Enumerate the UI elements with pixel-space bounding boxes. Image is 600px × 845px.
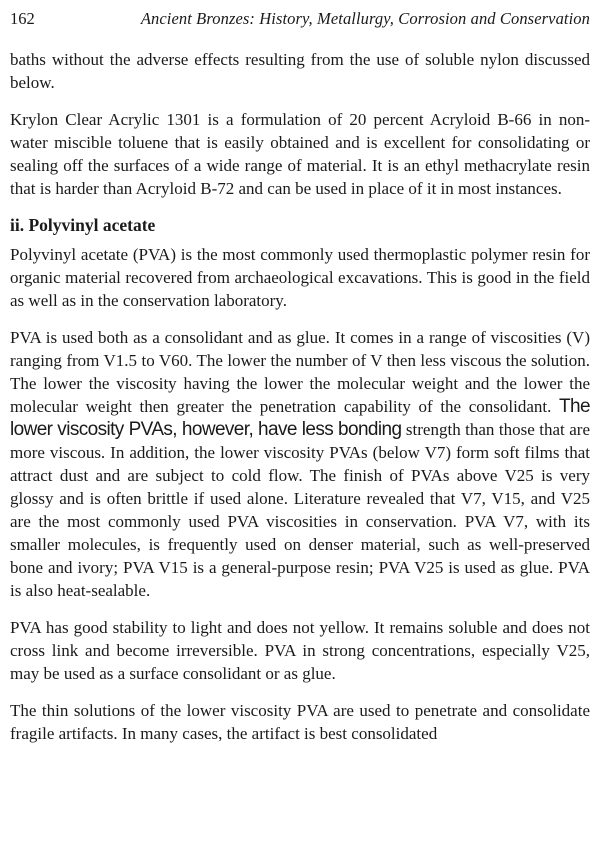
paragraph-4 xyxy=(10,326,590,602)
paragraph-2: Krylon Clear Acrylic 1301 is a formulation of 20 percent Acryloid B-66 in non-water miscible toluene that is easily obtained and is excellent for consolidating or sealing off the surfaces of a wide range of material. It is an ethyl methacrylate resin that is harder than Acryloid B-72 and can be used in place of it in most instances. xyxy=(10,110,590,198)
section-heading: ii. Polyvinyl acetate xyxy=(10,215,156,235)
page-number: 162 xyxy=(10,9,35,28)
paragraph-5: PVA has good stability to light and does not yellow. It remains soluble and does not cross link and become irreversible. PVA in strong concentrations, especially V25, may be used as a surface consolidant or as glue. xyxy=(10,618,590,683)
paragraph-4-condensed-sentence: The lower viscosity PVAs, however, have less bonding xyxy=(10,396,590,440)
paragraph-6: The thin solutions of the lower viscosity PVA are used to penetrate and consolidate fragile artifacts. In many cases, the artifact is best consolidated xyxy=(10,701,590,743)
paragraph-3: Polyvinyl acetate (PVA) is the most commonly used thermoplastic polymer resin for organic material recovered from archaeological excavations. This is good in the field as well as in the conservation laboratory. xyxy=(10,245,590,310)
paragraph-4-part-a: PVA is used both as a consolidant and as glue. It comes in a range of viscosities (V) ranging from V1.5 to V60. The lower the number of V then less viscous the solution. The lower the viscosity having the lower the molecular weight and the lower the molecular weight then greater the penetration capability of the consolidant. xyxy=(10,328,590,416)
running-head xyxy=(10,8,590,30)
paragraph-4-part-c: strength than those that are more viscous. In addition, the lower viscosity PVAs (below V7) form soft films that attract dust and are subject to cold flow. The finish of PVAs above V25 is very glossy and is often brittle if used alone. Literature revealed that V7, V15, and V25 are the most commonly used PVA viscosities in conservation. PVA V7, with its smaller molecules, is frequently used on denser material, such as well-preserved bone and ivory; PVA V15 is a general-purpose resin; PVA V25 is used as glue. PVA is also heat-sealable. xyxy=(10,420,590,600)
running-title: Ancient Bronzes: History, Metallurgy, Corrosion and Conservation xyxy=(140,9,590,28)
paragraph-1: baths without the adverse effects resulting from the use of soluble nylon discussed below. xyxy=(10,50,590,92)
